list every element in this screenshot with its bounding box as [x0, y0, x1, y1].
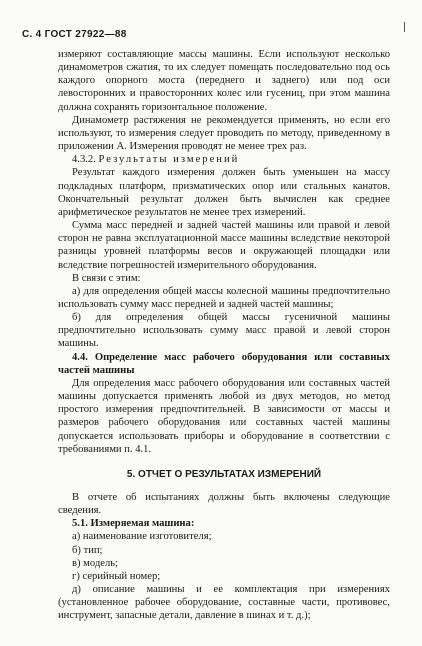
section-title: Результаты измерений: [98, 154, 240, 166]
list-item: в) модель;: [72, 557, 119, 569]
paragraph-1: измеряют составляющие массы машины. Если используют несколько динамометров сжатия, то их следует помещать последовательно под ось каждого опорного моста (переднего и заднего) или под оси левосторонних и правосторонних колес или гусениц, при этом машина должна сохранять горизонтальное положение.: [58, 49, 390, 113]
machine-info-list: [58, 530, 390, 622]
list-item: г) серийный номер;: [72, 570, 161, 582]
list-item-a: а) для определения общей массы колесной машины предпочтительно использовать сумму масс передней и задней частей машины;: [58, 285, 390, 310]
paragraph-2: Динамометр растяжения не рекомендуется применять, но если его используют, то измерения следует проводить по методу, приведенному в приложении А. Измерения проводят не менее трех раз.: [58, 114, 390, 153]
list-item: б) тип;: [72, 544, 103, 556]
paragraph-9: В отчете об испытаниях должны быть включены следующие сведения.: [58, 492, 390, 517]
list-item: д) описание машины и ее комплектация при измерениях (установленное рабочее оборудование, составные части, противовес, инструмент, запасные детали, давление в шинах и т. д.);: [58, 584, 390, 622]
paragraph-3: Результат каждого измерения должен быть уменьшен на массу подкладных платформ, призматических опор или стальных канатов. Окончательный результат должен быть вычислен как среднее арифметическое результатов не менее трех измерений.: [58, 167, 390, 218]
page-body: [58, 48, 390, 623]
paragraph-4: Сумма масс передней и задней частей машины или правой и левой сторон не равна эксплуатационной массе машины вследствие некоторой разницы уровней платформы весов и окружающей площадки или вследствие погрешностей измерительного оборудования.: [58, 220, 390, 271]
section-4-3-2-heading: [58, 153, 390, 166]
section-5-1-heading: 5.1. Измеряемая машина:: [72, 518, 195, 530]
page-header: С. 4 ГОСТ 27922—88: [22, 29, 127, 40]
margin-mark: [404, 22, 405, 32]
paragraph-8: Для определения масс рабочего оборудования или составных частей машины допускается применять любой из двух методов, но метод простого измерения предпочтительней. В зависимости от массы и размеров рабочего оборудования или составных частей машины допускается использовать приборы и оборудование в соответствии с требованиями п. 4.1.: [58, 377, 390, 455]
list-item: а) наименование изготовителя;: [72, 531, 212, 543]
list-item-b: б) для определения общей массы гусеничной машины предпочтительно использовать сумму масс правой и левой сторон машины.: [58, 312, 390, 350]
paragraph-5: В связи с этим:: [72, 272, 141, 284]
section-4-4-heading: 4.4. Определение масс рабочего оборудования или составных частей машины: [58, 351, 390, 376]
section-number: 4.3.2.: [72, 154, 96, 166]
section-5-heading: 5. ОТЧЕТ О РЕЗУЛЬТАТАХ ИЗМЕРЕНИЙ: [126, 468, 322, 480]
